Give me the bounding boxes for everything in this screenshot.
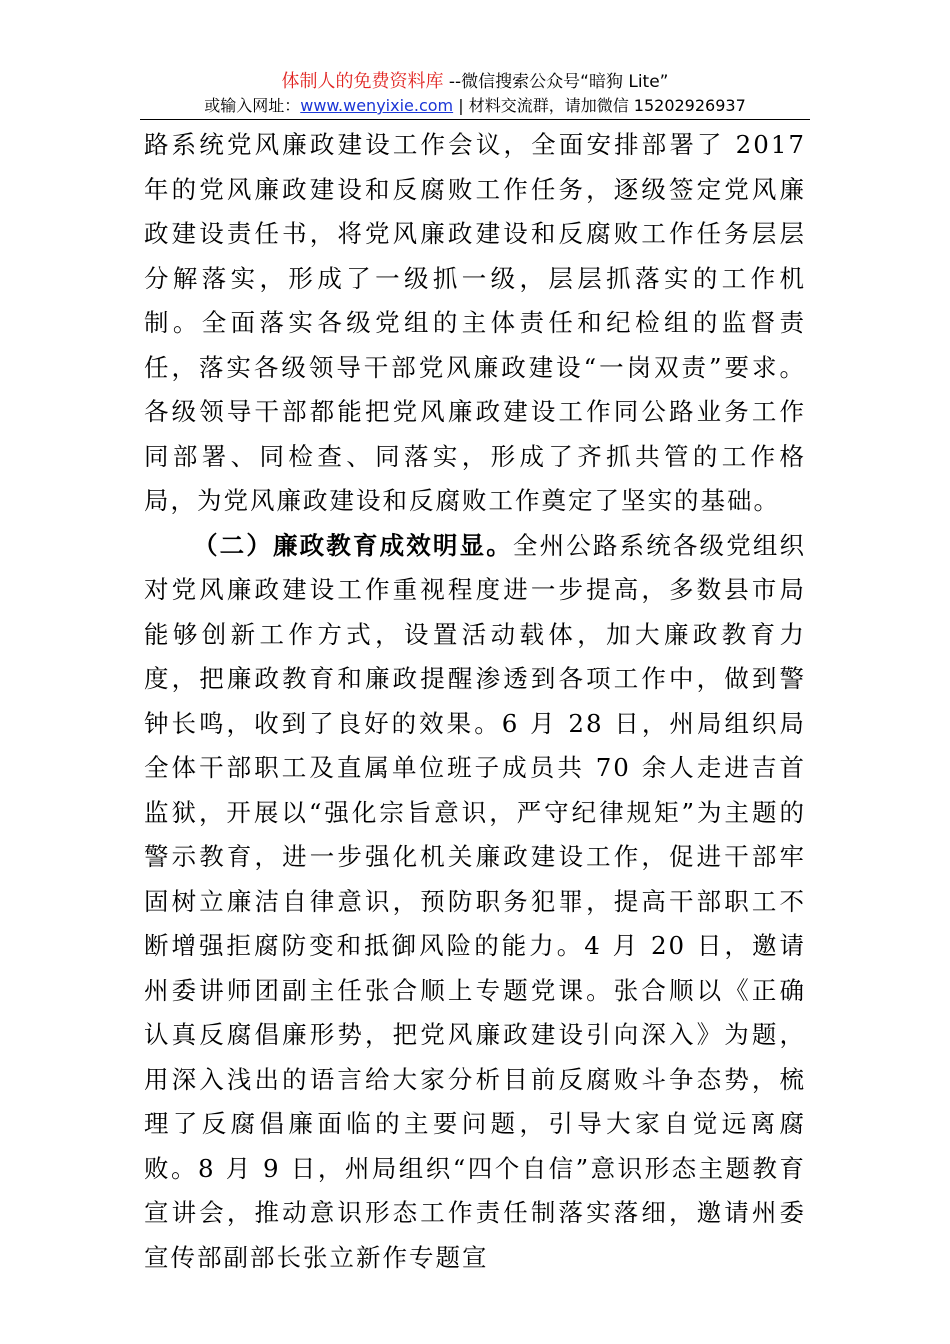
header-divider	[140, 119, 810, 120]
website-link[interactable]: www.wenyixie.com	[300, 96, 454, 115]
section-heading: （二）廉政教育成效明显。	[193, 530, 513, 560]
paragraph-1: 路系统党风廉政建设工作会议，全面安排部署了 2017 年的党风廉政建设和反腐败工作任务，逐级签定党风廉政建设责任书，将党风廉政建设和反腐败工作任务层层分解落实，形成了一级抓一级，层层抓落实的工作机制。全面落实各级党组的主体责任和纪检组的监督责任，落实各级领导干部党风廉政建设“一岗双责”要求。各级领导干部都能把党风廉政建设工作同公路业务工作同部署、同检查、同落实，形成了齐抓共管的工作格局，为党风廉政建设和反腐败工作奠定了坚实的基础。	[144, 130, 806, 515]
header-line-2	[140, 94, 810, 118]
header-tagline: --微信搜索公众号“暗狗 Lite”	[443, 72, 669, 92]
header-line-1	[140, 70, 810, 94]
page-header	[140, 70, 810, 118]
document-body	[144, 123, 806, 1280]
paragraph-2-text: 全州公路系统各级党组织对党风廉政建设工作重视程度进一步提高，多数县市局能够创新工作方式，设置活动载体，加大廉政教育力度，把廉政教育和廉政提醒渗透到各项工作中，做到警钟长鸣，收到了良好的效果。6 月 28 日，州局组织局全体干部职工及直属单位班子成员共 70 余人走进吉首监狱，开展以“强化宗旨意识，严守纪律规矩”为主题的警示教育，进一步强化机关廉政建设工作，促进干部牢固树立廉洁自律意识，预防职务犯罪，提高干部职工不断增强拒腐防变和抵御风险的能力。4 月 20 日，邀请州委讲师团副主任张合顺上专题党课。张合顺以《正确认真反腐倡廉形势，把党风廉政建设引向深入》为题，用深入浅出的语言给大家分析目前反腐败斗争态势，梳理了反腐倡廉面临的主要问题，引导大家自觉远离腐败。8 月 9 日，州局组织“四个自信”意识形态主题教育宣讲会，推动意识形态工作责任制落实落细，邀请州委宣传部副部长张立新作专题宣	[144, 530, 807, 1272]
url-prefix: 或输入网址：	[204, 96, 301, 115]
brand-title: 体制人的免费资料库	[281, 71, 444, 92]
paragraph-2	[144, 524, 806, 1281]
contact-info: | 材料交流群，请加微信 15202926937	[453, 96, 746, 115]
